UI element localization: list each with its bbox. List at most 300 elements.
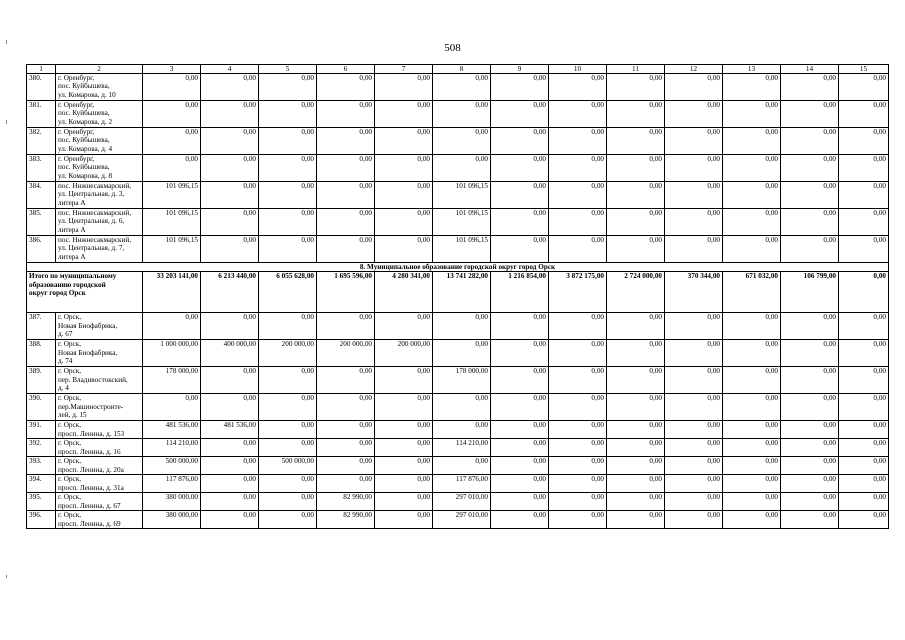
row-value: 0,00 <box>839 511 889 529</box>
row-value: 0,00 <box>549 209 607 236</box>
row-value: 0,00 <box>607 209 665 236</box>
row-address: г. Орск, просп. Ленина, д. 20а <box>56 457 143 475</box>
row-value: 0,00 <box>433 101 491 128</box>
row-value: 0,00 <box>607 493 665 511</box>
row-value: 0,00 <box>723 101 781 128</box>
row-value: 0,00 <box>839 421 889 439</box>
row-value: 0,00 <box>201 394 259 421</box>
row-value: 0,00 <box>433 313 491 340</box>
row-value: 0,00 <box>491 340 549 367</box>
row-value: 297 010,00 <box>433 493 491 511</box>
column-header: 12 <box>665 65 723 74</box>
table-row <box>27 439 889 457</box>
row-value: 0,00 <box>375 128 433 155</box>
row-value: 0,00 <box>549 74 607 101</box>
row-value: 0,00 <box>259 394 317 421</box>
row-address: пос. Нижнесакмарский, ул. Центральная, д. 6, литера А <box>56 209 143 236</box>
header-row <box>27 65 889 74</box>
table-row <box>27 394 889 421</box>
row-value: 0,00 <box>665 313 723 340</box>
row-value: 0,00 <box>491 155 549 182</box>
row-value: 0,00 <box>665 394 723 421</box>
row-number: 382. <box>27 128 56 155</box>
row-value: 0,00 <box>433 128 491 155</box>
row-value: 0,00 <box>839 74 889 101</box>
row-value: 0,00 <box>201 209 259 236</box>
row-value: 0,00 <box>259 128 317 155</box>
row-value: 0,00 <box>839 439 889 457</box>
row-value: 0,00 <box>781 493 839 511</box>
row-value: 0,00 <box>201 493 259 511</box>
column-header: 4 <box>201 65 259 74</box>
row-value: 0,00 <box>375 511 433 529</box>
row-value: 0,00 <box>665 101 723 128</box>
row-value: 82 990,00 <box>317 493 375 511</box>
table-row <box>27 367 889 394</box>
row-value: 0,00 <box>839 236 889 263</box>
row-value: 0,00 <box>259 493 317 511</box>
row-value: 0,00 <box>723 209 781 236</box>
row-value: 0,00 <box>143 394 201 421</box>
table-row <box>27 313 889 340</box>
column-header: 1 <box>27 65 56 74</box>
total-value: 1 216 854,00 <box>491 272 549 313</box>
row-value: 0,00 <box>549 101 607 128</box>
row-address: г. Орск, пер. Владивостокский, д. 4 <box>56 367 143 394</box>
row-number: 390. <box>27 394 56 421</box>
row-value: 0,00 <box>839 475 889 493</box>
row-value: 0,00 <box>665 421 723 439</box>
row-value: 0,00 <box>317 313 375 340</box>
table-row <box>27 74 889 101</box>
row-value: 0,00 <box>433 74 491 101</box>
row-value: 0,00 <box>491 128 549 155</box>
row-value: 0,00 <box>549 182 607 209</box>
row-value: 0,00 <box>375 439 433 457</box>
row-value: 0,00 <box>607 128 665 155</box>
row-number: 393. <box>27 457 56 475</box>
margin-mark <box>6 575 7 578</box>
row-value: 0,00 <box>201 128 259 155</box>
row-value: 0,00 <box>491 457 549 475</box>
section-title: 8. Муниципальное образование городской округ город Орск <box>27 263 889 272</box>
row-value: 0,00 <box>491 367 549 394</box>
row-address: г. Орск, просп. Ленина, д. 153 <box>56 421 143 439</box>
table-row <box>27 236 889 263</box>
row-number: 380. <box>27 74 56 101</box>
row-value: 0,00 <box>259 367 317 394</box>
row-value: 0,00 <box>607 236 665 263</box>
row-value: 0,00 <box>665 74 723 101</box>
margin-mark <box>6 120 7 124</box>
column-header: 2 <box>56 65 143 74</box>
row-value: 0,00 <box>375 74 433 101</box>
row-value: 0,00 <box>259 421 317 439</box>
row-address: пос. Нижнесакмарский, ул. Центральная, д. 3, литера А <box>56 182 143 209</box>
row-value: 0,00 <box>723 394 781 421</box>
row-value: 0,00 <box>375 421 433 439</box>
row-value: 0,00 <box>375 493 433 511</box>
row-value: 0,00 <box>839 128 889 155</box>
row-value: 0,00 <box>665 236 723 263</box>
row-value: 0,00 <box>491 475 549 493</box>
total-value: 370 344,00 <box>665 272 723 313</box>
table-row <box>27 493 889 511</box>
total-value: 2 724 000,00 <box>607 272 665 313</box>
row-value: 0,00 <box>433 155 491 182</box>
row-value: 500 000,00 <box>143 457 201 475</box>
row-value: 0,00 <box>491 394 549 421</box>
row-address: г. Оренбург, пос. Куйбышева, ул. Комарова, д. 4 <box>56 128 143 155</box>
row-value: 0,00 <box>259 439 317 457</box>
total-value: 13 741 282,00 <box>433 272 491 313</box>
column-header: 14 <box>781 65 839 74</box>
row-value: 0,00 <box>781 155 839 182</box>
row-value: 0,00 <box>491 511 549 529</box>
row-value: 0,00 <box>317 236 375 263</box>
column-header: 5 <box>259 65 317 74</box>
row-number: 386. <box>27 236 56 263</box>
margin-mark <box>6 40 7 44</box>
total-value: 1 695 596,00 <box>317 272 375 313</box>
row-value: 0,00 <box>549 340 607 367</box>
row-value: 0,00 <box>491 313 549 340</box>
row-value: 0,00 <box>201 511 259 529</box>
row-value: 0,00 <box>607 457 665 475</box>
row-value: 297 010,00 <box>433 511 491 529</box>
table-row <box>27 421 889 439</box>
row-value: 0,00 <box>491 439 549 457</box>
row-number: 396. <box>27 511 56 529</box>
row-value: 0,00 <box>607 74 665 101</box>
row-value: 0,00 <box>143 128 201 155</box>
row-value: 0,00 <box>723 313 781 340</box>
row-value: 0,00 <box>491 101 549 128</box>
row-value: 0,00 <box>491 421 549 439</box>
row-value: 0,00 <box>201 101 259 128</box>
row-value: 0,00 <box>317 74 375 101</box>
row-value: 0,00 <box>723 74 781 101</box>
section-row <box>27 263 889 272</box>
row-value: 0,00 <box>259 101 317 128</box>
row-value: 0,00 <box>781 394 839 421</box>
row-value: 0,00 <box>781 421 839 439</box>
row-address: г. Орск, просп. Ленина, д. 31а <box>56 475 143 493</box>
row-value: 0,00 <box>549 475 607 493</box>
row-value: 0,00 <box>143 313 201 340</box>
row-value: 0,00 <box>491 182 549 209</box>
row-value: 0,00 <box>781 457 839 475</box>
row-value: 0,00 <box>317 439 375 457</box>
row-value: 0,00 <box>781 236 839 263</box>
row-value: 0,00 <box>839 394 889 421</box>
row-value: 0,00 <box>607 101 665 128</box>
row-value: 0,00 <box>665 128 723 155</box>
row-value: 481 536,00 <box>143 421 201 439</box>
row-value: 0,00 <box>723 421 781 439</box>
row-value: 0,00 <box>839 209 889 236</box>
row-value: 0,00 <box>839 493 889 511</box>
row-value: 0,00 <box>317 101 375 128</box>
row-value: 0,00 <box>491 493 549 511</box>
data-table <box>26 64 889 529</box>
row-value: 101 096,15 <box>143 236 201 263</box>
row-number: 391. <box>27 421 56 439</box>
row-address: пос. Нижнесакмарский, ул. Центральная, д. 7, литера А <box>56 236 143 263</box>
row-value: 0,00 <box>607 421 665 439</box>
row-address: г. Оренбург, пос. Куйбышева, ул. Комарова, д. 2 <box>56 101 143 128</box>
row-number: 389. <box>27 367 56 394</box>
row-value: 0,00 <box>259 511 317 529</box>
row-value: 0,00 <box>375 182 433 209</box>
row-value: 0,00 <box>781 313 839 340</box>
row-value: 0,00 <box>723 182 781 209</box>
row-value: 0,00 <box>317 475 375 493</box>
total-value: 6 055 628,00 <box>259 272 317 313</box>
table-row <box>27 475 889 493</box>
row-value: 1 000 000,00 <box>143 340 201 367</box>
row-value: 0,00 <box>723 511 781 529</box>
row-value: 101 096,15 <box>143 182 201 209</box>
row-value: 0,00 <box>201 313 259 340</box>
row-value: 0,00 <box>665 475 723 493</box>
row-value: 0,00 <box>375 236 433 263</box>
row-value: 114 210,00 <box>433 439 491 457</box>
total-value: 33 203 141,00 <box>143 272 201 313</box>
row-value: 0,00 <box>665 511 723 529</box>
row-value: 0,00 <box>375 367 433 394</box>
row-value: 0,00 <box>607 367 665 394</box>
row-value: 0,00 <box>607 439 665 457</box>
row-value: 0,00 <box>781 439 839 457</box>
row-value: 0,00 <box>665 182 723 209</box>
column-header: 13 <box>723 65 781 74</box>
row-value: 0,00 <box>781 367 839 394</box>
row-value: 0,00 <box>549 493 607 511</box>
row-value: 0,00 <box>201 236 259 263</box>
row-value: 0,00 <box>317 209 375 236</box>
row-value: 0,00 <box>781 101 839 128</box>
row-value: 0,00 <box>143 155 201 182</box>
row-value: 117 876,00 <box>143 475 201 493</box>
row-value: 500 000,00 <box>259 457 317 475</box>
total-value: 6 213 440,00 <box>201 272 259 313</box>
row-value: 0,00 <box>317 367 375 394</box>
page-number: 508 <box>444 42 461 54</box>
row-value: 178 000,00 <box>433 367 491 394</box>
row-value: 0,00 <box>433 421 491 439</box>
row-value: 0,00 <box>375 209 433 236</box>
row-value: 0,00 <box>549 367 607 394</box>
row-value: 0,00 <box>259 236 317 263</box>
row-value: 0,00 <box>433 394 491 421</box>
row-value: 0,00 <box>549 313 607 340</box>
row-value: 481 536,00 <box>201 421 259 439</box>
row-value: 0,00 <box>259 155 317 182</box>
row-value: 400 000,00 <box>201 340 259 367</box>
column-header: 11 <box>607 65 665 74</box>
row-value: 0,00 <box>781 74 839 101</box>
row-value: 0,00 <box>549 128 607 155</box>
total-row <box>27 272 889 313</box>
table-row <box>27 101 889 128</box>
table-row <box>27 128 889 155</box>
row-number: 381. <box>27 101 56 128</box>
row-value: 0,00 <box>665 340 723 367</box>
column-header: 6 <box>317 65 375 74</box>
row-value: 0,00 <box>839 182 889 209</box>
row-value: 0,00 <box>433 340 491 367</box>
row-number: 388. <box>27 340 56 367</box>
row-value: 380 000,00 <box>143 511 201 529</box>
row-number: 383. <box>27 155 56 182</box>
row-value: 0,00 <box>839 155 889 182</box>
row-value: 0,00 <box>723 493 781 511</box>
row-number: 395. <box>27 493 56 511</box>
column-header: 7 <box>375 65 433 74</box>
row-value: 0,00 <box>723 128 781 155</box>
row-value: 0,00 <box>607 394 665 421</box>
row-value: 0,00 <box>317 457 375 475</box>
row-value: 0,00 <box>259 313 317 340</box>
row-value: 0,00 <box>723 340 781 367</box>
row-value: 0,00 <box>143 74 201 101</box>
row-value: 0,00 <box>259 182 317 209</box>
table-row <box>27 155 889 182</box>
total-label: Итого по муниципальному образованию городской округ город Орск <box>27 272 143 313</box>
row-value: 0,00 <box>665 155 723 182</box>
row-value: 0,00 <box>143 101 201 128</box>
row-value: 0,00 <box>549 394 607 421</box>
row-value: 0,00 <box>259 209 317 236</box>
row-value: 0,00 <box>723 236 781 263</box>
row-value: 101 096,15 <box>433 182 491 209</box>
row-value: 0,00 <box>201 457 259 475</box>
row-value: 0,00 <box>839 313 889 340</box>
total-value: 106 799,00 <box>781 272 839 313</box>
row-value: 0,00 <box>375 457 433 475</box>
row-value: 0,00 <box>375 155 433 182</box>
row-address: г. Орск, просп. Ленина, д. 16 <box>56 439 143 457</box>
row-number: 387. <box>27 313 56 340</box>
row-value: 101 096,15 <box>433 209 491 236</box>
total-value: 671 032,00 <box>723 272 781 313</box>
table-row <box>27 209 889 236</box>
table-row <box>27 457 889 475</box>
row-value: 0,00 <box>375 475 433 493</box>
row-value: 380 000,00 <box>143 493 201 511</box>
row-address: г. Орск, пер.Машиностроите- лей, д. 15 <box>56 394 143 421</box>
row-value: 200 000,00 <box>317 340 375 367</box>
row-value: 117 876,00 <box>433 475 491 493</box>
row-value: 0,00 <box>549 457 607 475</box>
row-value: 0,00 <box>665 367 723 394</box>
table-row <box>27 182 889 209</box>
row-value: 0,00 <box>433 457 491 475</box>
total-value: 3 872 175,00 <box>549 272 607 313</box>
row-value: 0,00 <box>607 511 665 529</box>
row-address: г. Орск, Новая Биофабрика, д. 67 <box>56 313 143 340</box>
row-number: 392. <box>27 439 56 457</box>
row-value: 0,00 <box>317 421 375 439</box>
row-value: 0,00 <box>201 182 259 209</box>
row-value: 101 096,15 <box>143 209 201 236</box>
row-address: г. Орск, Новая Биофабрика, д. 74 <box>56 340 143 367</box>
row-value: 0,00 <box>375 394 433 421</box>
row-value: 0,00 <box>839 367 889 394</box>
row-value: 0,00 <box>665 493 723 511</box>
row-value: 0,00 <box>317 182 375 209</box>
row-value: 0,00 <box>839 457 889 475</box>
row-value: 178 000,00 <box>143 367 201 394</box>
row-value: 82 990,00 <box>317 511 375 529</box>
row-value: 114 210,00 <box>143 439 201 457</box>
row-value: 0,00 <box>491 74 549 101</box>
row-value: 0,00 <box>201 475 259 493</box>
row-address: г. Орск, просп. Ленина, д. 67 <box>56 493 143 511</box>
row-value: 0,00 <box>317 394 375 421</box>
row-value: 0,00 <box>491 236 549 263</box>
row-value: 0,00 <box>665 457 723 475</box>
row-value: 0,00 <box>781 182 839 209</box>
row-value: 0,00 <box>781 475 839 493</box>
row-number: 385. <box>27 209 56 236</box>
row-value: 200 000,00 <box>259 340 317 367</box>
row-value: 0,00 <box>781 128 839 155</box>
total-value: 4 280 341,00 <box>375 272 433 313</box>
row-value: 0,00 <box>317 128 375 155</box>
row-value: 0,00 <box>607 475 665 493</box>
row-value: 0,00 <box>259 74 317 101</box>
row-address: г. Орск, просп. Ленина, д. 69 <box>56 511 143 529</box>
row-value: 0,00 <box>375 101 433 128</box>
row-value: 0,00 <box>201 367 259 394</box>
row-number: 384. <box>27 182 56 209</box>
row-value: 0,00 <box>375 313 433 340</box>
column-header: 10 <box>549 65 607 74</box>
row-value: 200 000,00 <box>375 340 433 367</box>
row-value: 0,00 <box>665 439 723 457</box>
row-value: 0,00 <box>201 74 259 101</box>
row-value: 0,00 <box>549 155 607 182</box>
row-value: 101 096,15 <box>433 236 491 263</box>
column-header: 8 <box>433 65 491 74</box>
row-address: г. Оренбург, пос. Куйбышева, ул. Комарова, д. 10 <box>56 74 143 101</box>
row-value: 0,00 <box>607 155 665 182</box>
row-value: 0,00 <box>723 439 781 457</box>
column-header: 3 <box>143 65 201 74</box>
row-value: 0,00 <box>781 340 839 367</box>
row-value: 0,00 <box>607 313 665 340</box>
row-address: г. Оренбург, пос. Куйбышева, ул. Комарова, д. 8 <box>56 155 143 182</box>
table-row <box>27 511 889 529</box>
row-value: 0,00 <box>549 236 607 263</box>
row-value: 0,00 <box>549 439 607 457</box>
row-value: 0,00 <box>723 457 781 475</box>
row-value: 0,00 <box>491 209 549 236</box>
column-header: 15 <box>839 65 889 74</box>
row-value: 0,00 <box>723 475 781 493</box>
row-value: 0,00 <box>201 155 259 182</box>
row-value: 0,00 <box>201 439 259 457</box>
total-value: 0,00 <box>839 272 889 313</box>
row-value: 0,00 <box>607 182 665 209</box>
row-value: 0,00 <box>259 475 317 493</box>
row-value: 0,00 <box>781 209 839 236</box>
row-value: 0,00 <box>839 340 889 367</box>
row-value: 0,00 <box>607 340 665 367</box>
row-number: 394. <box>27 475 56 493</box>
